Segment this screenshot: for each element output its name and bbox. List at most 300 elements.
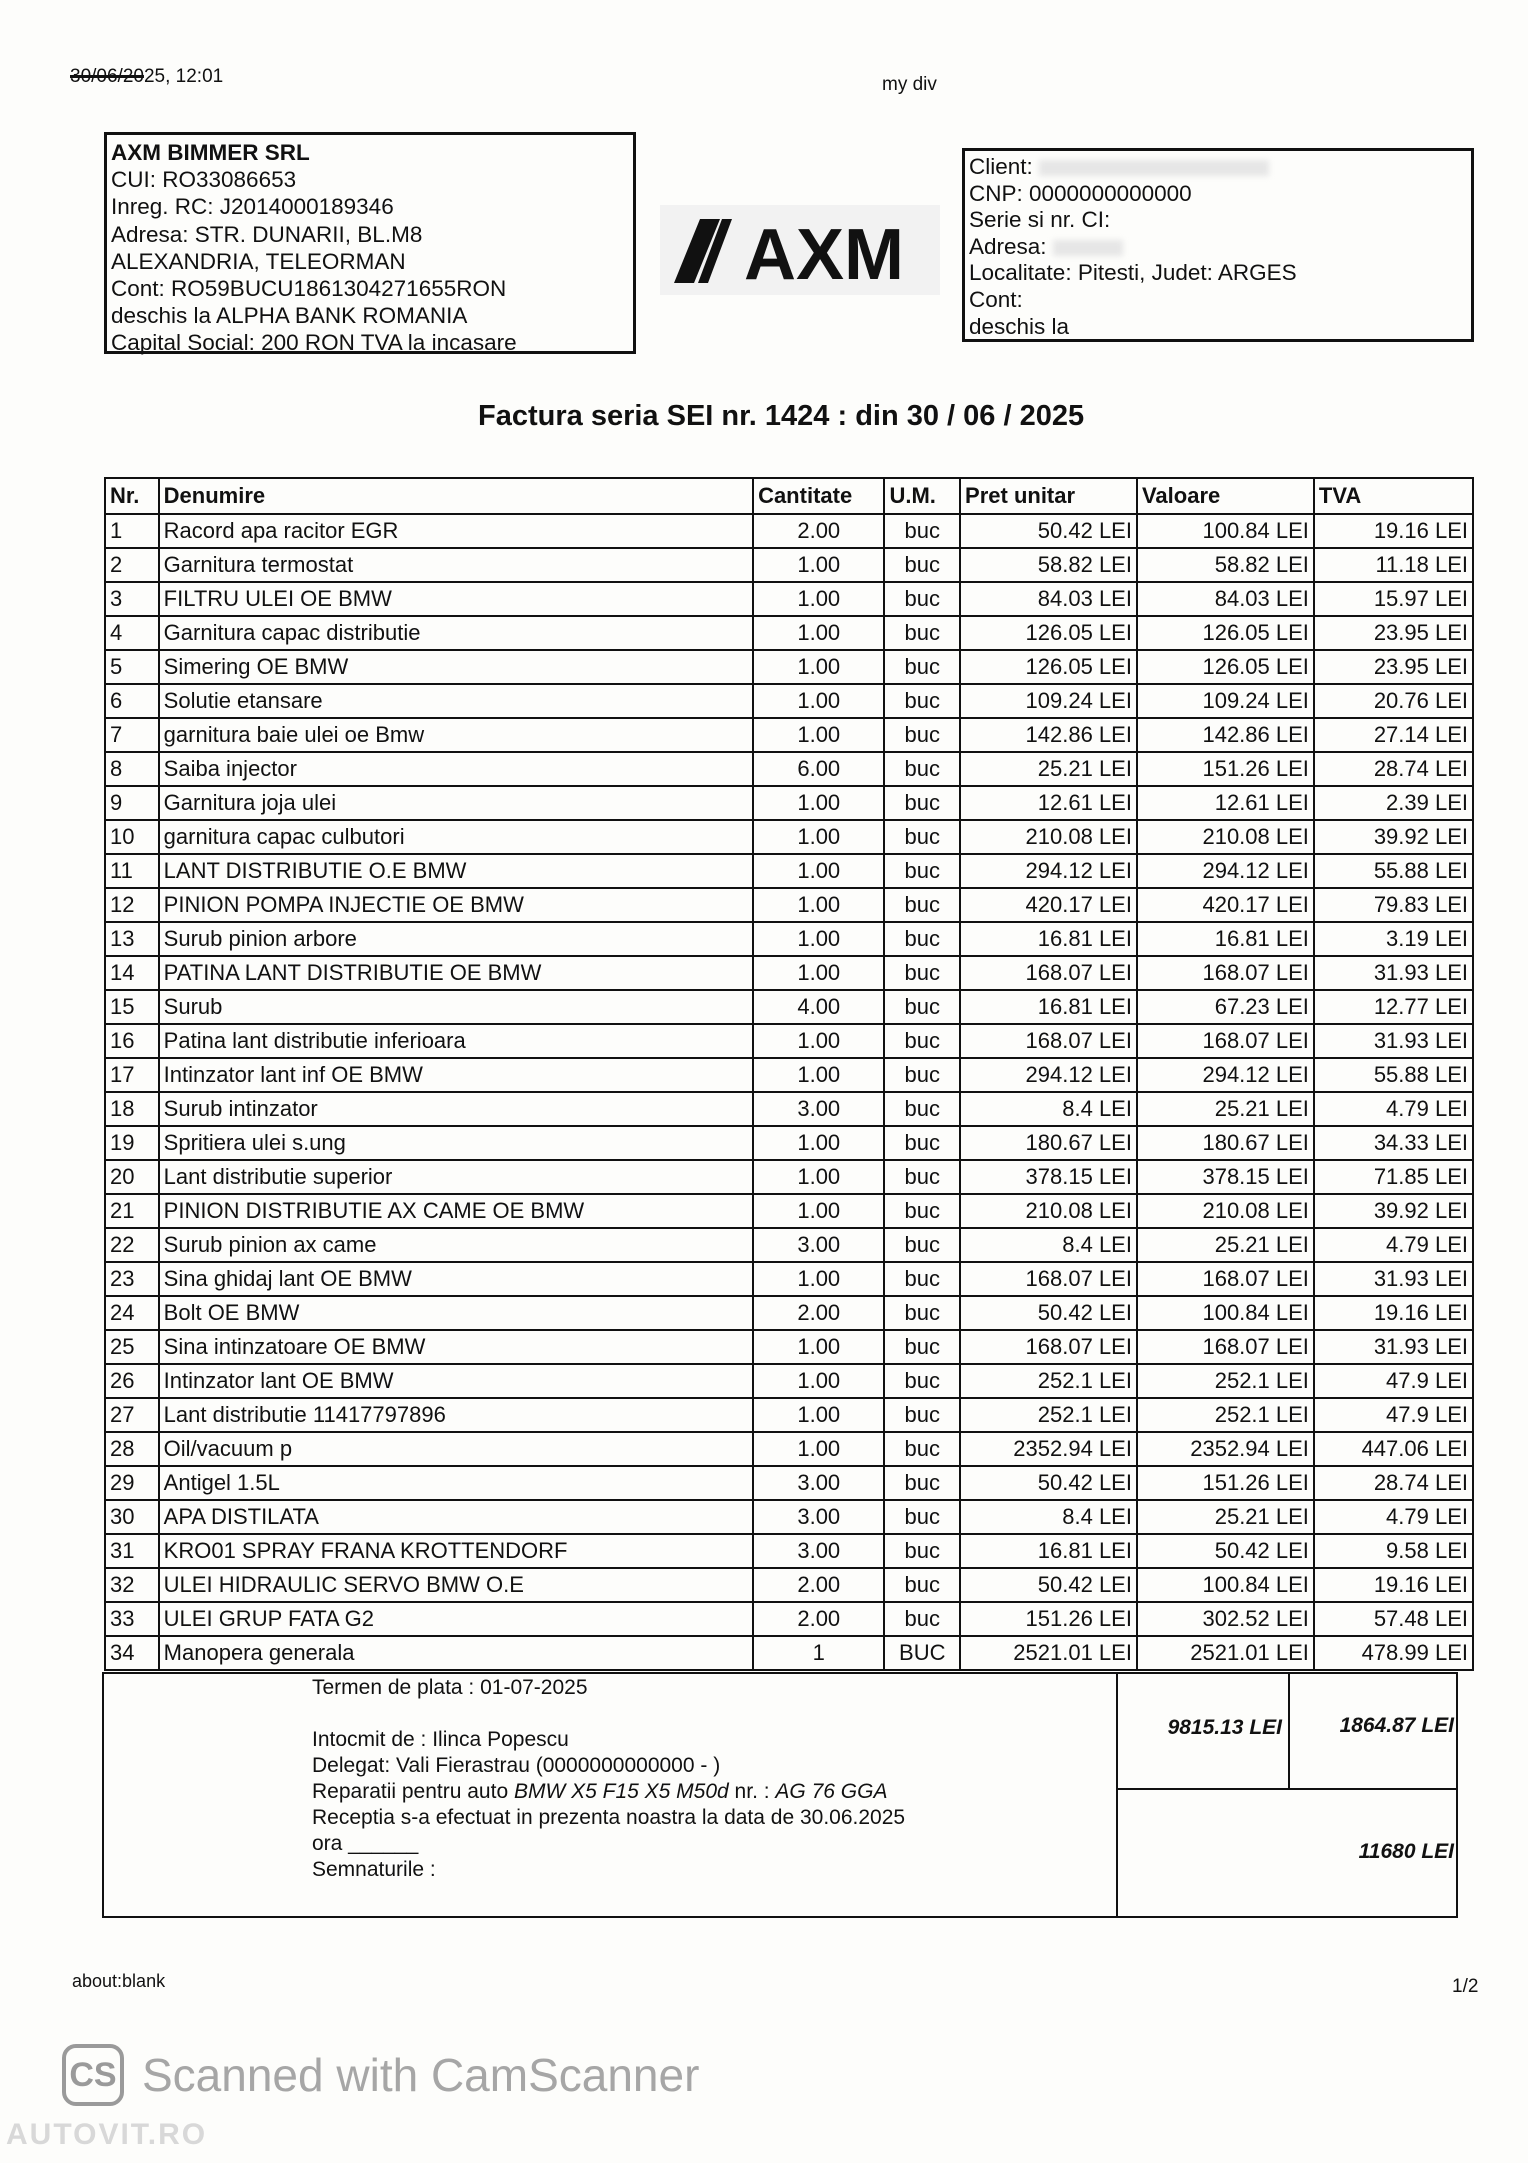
- table-row: [105, 854, 1473, 888]
- col-header-tva: TVA: [1314, 478, 1473, 514]
- cell-nr: 25: [105, 1330, 159, 1364]
- cell-nr: 8: [105, 752, 159, 786]
- cell-cantitate: 2.00: [753, 1568, 884, 1602]
- cell-tva: 34.33 LEI: [1314, 1126, 1473, 1160]
- table-row: [105, 684, 1473, 718]
- timestamp-struck: 30/06/20: [70, 66, 144, 87]
- cell-valoare: 109.24 LEI: [1137, 684, 1314, 718]
- cell-tva: 4.79 LEI: [1314, 1092, 1473, 1126]
- cell-nr: 30: [105, 1500, 159, 1534]
- cell-tva: 79.83 LEI: [1314, 888, 1473, 922]
- cell-denumire: Intinzator lant inf OE BMW: [159, 1058, 753, 1092]
- axm-logo-icon: [660, 205, 940, 295]
- table-row: [105, 548, 1473, 582]
- seller-capital: Capital Social: 200 RON TVA la incasare: [111, 330, 517, 356]
- table-row: [105, 752, 1473, 786]
- cell-pret-unitar: 25.21 LEI: [960, 752, 1137, 786]
- cell-denumire: Spritiera ulei s.ung: [159, 1126, 753, 1160]
- cell-valoare: 142.86 LEI: [1137, 718, 1314, 752]
- cell-tva: 47.9 LEI: [1314, 1364, 1473, 1398]
- table-row: [105, 616, 1473, 650]
- cell-tva: 47.9 LEI: [1314, 1398, 1473, 1432]
- cell-valoare: 25.21 LEI: [1137, 1500, 1314, 1534]
- cell-tva: 4.79 LEI: [1314, 1500, 1473, 1534]
- col-header-um: U.M.: [884, 478, 960, 514]
- cell-um: buc: [884, 1534, 960, 1568]
- cell-denumire: Simering OE BMW: [159, 650, 753, 684]
- cell-tva: 12.77 LEI: [1314, 990, 1473, 1024]
- invoice-items-table: [104, 477, 1474, 1671]
- cell-nr: 11: [105, 854, 159, 888]
- cell-tva: 15.97 LEI: [1314, 582, 1473, 616]
- cell-cantitate: 1.00: [753, 820, 884, 854]
- seller-bank: deschis la ALPHA BANK ROMANIA: [111, 303, 468, 329]
- table-row: [105, 1194, 1473, 1228]
- cell-denumire: Lant distributie 11417797896: [159, 1398, 753, 1432]
- redacted-mark: [1053, 240, 1123, 256]
- table-row: [105, 1398, 1473, 1432]
- cell-tva: 27.14 LEI: [1314, 718, 1473, 752]
- cell-um: buc: [884, 1092, 960, 1126]
- cell-pret-unitar: 168.07 LEI: [960, 1262, 1137, 1296]
- cell-um: buc: [884, 820, 960, 854]
- table-row: [105, 650, 1473, 684]
- cell-um: buc: [884, 956, 960, 990]
- seller-info-box: [104, 132, 636, 354]
- cell-valoare: 100.84 LEI: [1137, 514, 1314, 548]
- cell-denumire: Patina lant distributie inferioara: [159, 1024, 753, 1058]
- cell-um: BUC: [884, 1636, 960, 1670]
- cell-denumire: FILTRU ULEI OE BMW: [159, 582, 753, 616]
- signatures-label: Semnaturile :: [312, 1858, 436, 1881]
- cell-nr: 20: [105, 1160, 159, 1194]
- cell-pret-unitar: 168.07 LEI: [960, 956, 1137, 990]
- cell-pret-unitar: 126.05 LEI: [960, 650, 1137, 684]
- cell-denumire: Oil/vacuum p: [159, 1432, 753, 1466]
- cell-denumire: Surub pinion ax came: [159, 1228, 753, 1262]
- cell-nr: 7: [105, 718, 159, 752]
- client-ci: Serie si nr. CI:: [969, 207, 1111, 233]
- table-row: [105, 786, 1473, 820]
- cell-valoare: 168.07 LEI: [1137, 1024, 1314, 1058]
- cell-tva: 9.58 LEI: [1314, 1534, 1473, 1568]
- table-row: [105, 1466, 1473, 1500]
- cell-tva: 23.95 LEI: [1314, 650, 1473, 684]
- table-row: [105, 1024, 1473, 1058]
- header-label: my div: [882, 74, 937, 95]
- vehicle-plate: AG 76 GGA: [775, 1780, 888, 1803]
- cell-nr: 9: [105, 786, 159, 820]
- cell-tva: 31.93 LEI: [1314, 1024, 1473, 1058]
- table-header-row: [105, 478, 1473, 514]
- cell-cantitate: 3.00: [753, 1092, 884, 1126]
- cell-valoare: 420.17 LEI: [1137, 888, 1314, 922]
- print-timestamp: [70, 66, 223, 88]
- table-row: [105, 1228, 1473, 1262]
- cell-cantitate: 1.00: [753, 1432, 884, 1466]
- redacted-mark: [1039, 160, 1269, 176]
- cell-valoare: 294.12 LEI: [1137, 1058, 1314, 1092]
- cell-cantitate: 1.00: [753, 1262, 884, 1296]
- cell-valoare: 168.07 LEI: [1137, 1330, 1314, 1364]
- cell-nr: 34: [105, 1636, 159, 1670]
- cell-denumire: Surub: [159, 990, 753, 1024]
- cell-tva: 55.88 LEI: [1314, 854, 1473, 888]
- cell-tva: 31.93 LEI: [1314, 1262, 1473, 1296]
- cell-nr: 18: [105, 1092, 159, 1126]
- table-row: [105, 1058, 1473, 1092]
- cell-um: buc: [884, 854, 960, 888]
- cell-pret-unitar: 84.03 LEI: [960, 582, 1137, 616]
- cell-denumire: garnitura capac culbutori: [159, 820, 753, 854]
- cell-pret-unitar: 50.42 LEI: [960, 1296, 1137, 1330]
- cell-tva: 11.18 LEI: [1314, 548, 1473, 582]
- cell-denumire: Surub pinion arbore: [159, 922, 753, 956]
- client-cnp: CNP: 0000000000000: [969, 180, 1192, 206]
- client-info-box: [962, 148, 1474, 342]
- cell-valoare: 180.67 LEI: [1137, 1126, 1314, 1160]
- cell-tva: 2.39 LEI: [1314, 786, 1473, 820]
- cell-pret-unitar: 50.42 LEI: [960, 1466, 1137, 1500]
- cell-valoare: 302.52 LEI: [1137, 1602, 1314, 1636]
- cell-um: buc: [884, 1500, 960, 1534]
- cell-nr: 33: [105, 1602, 159, 1636]
- cell-um: buc: [884, 514, 960, 548]
- cell-tva: 31.93 LEI: [1314, 1330, 1473, 1364]
- cell-cantitate: 1.00: [753, 1058, 884, 1092]
- cell-pret-unitar: 126.05 LEI: [960, 616, 1137, 650]
- cell-tva: 57.48 LEI: [1314, 1602, 1473, 1636]
- cell-denumire: Solutie etansare: [159, 684, 753, 718]
- cell-tva: 19.16 LEI: [1314, 1568, 1473, 1602]
- cell-cantitate: 1.00: [753, 1160, 884, 1194]
- cell-cantitate: 1.00: [753, 582, 884, 616]
- table-row: [105, 956, 1473, 990]
- cell-nr: 5: [105, 650, 159, 684]
- cell-um: buc: [884, 718, 960, 752]
- cell-valoare: 84.03 LEI: [1137, 582, 1314, 616]
- cell-denumire: Surub intinzator: [159, 1092, 753, 1126]
- cell-nr: 17: [105, 1058, 159, 1092]
- col-header-denumire: Denumire: [159, 478, 753, 514]
- client-address: Adresa:: [969, 234, 1467, 261]
- company-logo: [660, 205, 940, 295]
- cell-cantitate: 3.00: [753, 1228, 884, 1262]
- cell-tva: 19.16 LEI: [1314, 1296, 1473, 1330]
- cell-valoare: 126.05 LEI: [1137, 616, 1314, 650]
- cell-denumire: garnitura baie ulei oe Bmw: [159, 718, 753, 752]
- cell-denumire: Racord apa racitor EGR: [159, 514, 753, 548]
- seller-city: ALEXANDRIA, TELEORMAN: [111, 248, 406, 274]
- cell-denumire: Garnitura capac distributie: [159, 616, 753, 650]
- cell-pret-unitar: 2521.01 LEI: [960, 1636, 1137, 1670]
- cell-valoare: 151.26 LEI: [1137, 752, 1314, 786]
- summary-divider: [1116, 1672, 1118, 1918]
- table-row: [105, 514, 1473, 548]
- cell-cantitate: 1.00: [753, 1024, 884, 1058]
- cell-cantitate: 1.00: [753, 684, 884, 718]
- issued-by: Intocmit de : Ilinca Popescu: [312, 1728, 569, 1751]
- cell-denumire: Garnitura joja ulei: [159, 786, 753, 820]
- cell-pret-unitar: 8.4 LEI: [960, 1092, 1137, 1126]
- cell-cantitate: 1: [753, 1636, 884, 1670]
- camscanner-icon: CS: [62, 2044, 124, 2106]
- seller-name: AXM BIMMER SRL: [111, 140, 310, 165]
- cell-nr: 2: [105, 548, 159, 582]
- table-row: [105, 1602, 1473, 1636]
- col-header-pret: Pret unitar: [960, 478, 1137, 514]
- page-number: 1/2: [1452, 1976, 1479, 1997]
- cell-nr: 6: [105, 684, 159, 718]
- cell-denumire: Antigel 1.5L: [159, 1466, 753, 1500]
- cell-um: buc: [884, 582, 960, 616]
- cell-valoare: 25.21 LEI: [1137, 1228, 1314, 1262]
- cell-pret-unitar: 58.82 LEI: [960, 548, 1137, 582]
- cell-nr: 29: [105, 1466, 159, 1500]
- client-name: Client:: [969, 154, 1467, 181]
- table-row: [105, 820, 1473, 854]
- cell-tva: 4.79 LEI: [1314, 1228, 1473, 1262]
- cell-valoare: 67.23 LEI: [1137, 990, 1314, 1024]
- invoice-title: Factura seria SEI nr. 1424 : din 30 / 06 / 2025: [478, 400, 1085, 432]
- cell-pret-unitar: 420.17 LEI: [960, 888, 1137, 922]
- cell-valoare: 210.08 LEI: [1137, 820, 1314, 854]
- cell-pret-unitar: 210.08 LEI: [960, 1194, 1137, 1228]
- client-account: Cont:: [969, 286, 1023, 312]
- cell-cantitate: 1.00: [753, 1398, 884, 1432]
- cell-tva: 71.85 LEI: [1314, 1160, 1473, 1194]
- cell-um: buc: [884, 650, 960, 684]
- scanner-watermark: [62, 2044, 699, 2106]
- payment-term: Termen de plata : 01-07-2025: [312, 1676, 588, 1699]
- cell-cantitate: 1.00: [753, 1364, 884, 1398]
- cell-cantitate: 1.00: [753, 1194, 884, 1228]
- reception-time: ora ______: [312, 1832, 419, 1855]
- cell-nr: 10: [105, 820, 159, 854]
- cell-um: buc: [884, 1262, 960, 1296]
- cell-um: buc: [884, 684, 960, 718]
- col-header-valoare: Valoare: [1137, 478, 1314, 514]
- cell-denumire: LANT DISTRIBUTIE O.E BMW: [159, 854, 753, 888]
- cell-tva: 23.95 LEI: [1314, 616, 1473, 650]
- cell-um: buc: [884, 1024, 960, 1058]
- cell-pret-unitar: 294.12 LEI: [960, 1058, 1137, 1092]
- cell-nr: 24: [105, 1296, 159, 1330]
- cell-cantitate: 1.00: [753, 956, 884, 990]
- cell-tva: 447.06 LEI: [1314, 1432, 1473, 1466]
- summary-divider: [1116, 1788, 1458, 1790]
- cell-denumire: ULEI GRUP FATA G2: [159, 1602, 753, 1636]
- cell-cantitate: 3.00: [753, 1500, 884, 1534]
- table-row: [105, 582, 1473, 616]
- cell-cantitate: 1.00: [753, 922, 884, 956]
- table-row: [105, 1262, 1473, 1296]
- cell-pret-unitar: 151.26 LEI: [960, 1602, 1137, 1636]
- cell-denumire: Sina intinzatoare OE BMW: [159, 1330, 753, 1364]
- cell-nr: 15: [105, 990, 159, 1024]
- table-row: [105, 888, 1473, 922]
- cell-nr: 16: [105, 1024, 159, 1058]
- cell-nr: 12: [105, 888, 159, 922]
- cell-nr: 26: [105, 1364, 159, 1398]
- table-row: [105, 1534, 1473, 1568]
- cell-tva: 28.74 LEI: [1314, 1466, 1473, 1500]
- cell-um: buc: [884, 1296, 960, 1330]
- table-row: [105, 990, 1473, 1024]
- cell-denumire: Intinzator lant OE BMW: [159, 1364, 753, 1398]
- cell-valoare: 58.82 LEI: [1137, 548, 1314, 582]
- delegate: Delegat: Vali Fierastrau (0000000000000 - ): [312, 1754, 721, 1777]
- cell-cantitate: 1.00: [753, 650, 884, 684]
- cell-nr: 32: [105, 1568, 159, 1602]
- reception-note: Receptia s-a efectuat in prezenta noastra la data de 30.06.2025: [312, 1806, 906, 1829]
- cell-pret-unitar: 168.07 LEI: [960, 1330, 1137, 1364]
- cell-valoare: 168.07 LEI: [1137, 1262, 1314, 1296]
- cell-cantitate: 1.00: [753, 616, 884, 650]
- cell-um: buc: [884, 616, 960, 650]
- cell-valoare: 25.21 LEI: [1137, 1092, 1314, 1126]
- cell-tva: 478.99 LEI: [1314, 1636, 1473, 1670]
- table-row: [105, 1330, 1473, 1364]
- cell-denumire: Lant distributie superior: [159, 1160, 753, 1194]
- cell-um: buc: [884, 1398, 960, 1432]
- cell-pret-unitar: 142.86 LEI: [960, 718, 1137, 752]
- vehicle-model: BMW X5 F15 X5 M50d: [513, 1780, 729, 1803]
- table-body: [105, 514, 1473, 1670]
- site-watermark: AUTOVIT.RO: [6, 2118, 208, 2151]
- table-row: [105, 1364, 1473, 1398]
- grand-total: 11680 LEI: [1358, 1840, 1454, 1863]
- table-row: [105, 1568, 1473, 1602]
- cell-pret-unitar: 50.42 LEI: [960, 514, 1137, 548]
- table-row: [105, 1092, 1473, 1126]
- cell-cantitate: 1.00: [753, 718, 884, 752]
- cell-pret-unitar: 16.81 LEI: [960, 990, 1137, 1024]
- cell-tva: 20.76 LEI: [1314, 684, 1473, 718]
- table-row: [105, 922, 1473, 956]
- cell-um: buc: [884, 922, 960, 956]
- cell-valoare: 378.15 LEI: [1137, 1160, 1314, 1194]
- client-bank: deschis la: [969, 313, 1070, 339]
- table-row: [105, 1432, 1473, 1466]
- cell-pret-unitar: 252.1 LEI: [960, 1364, 1137, 1398]
- table-row: [105, 1160, 1473, 1194]
- cell-pret-unitar: 378.15 LEI: [960, 1160, 1137, 1194]
- cell-valoare: 2352.94 LEI: [1137, 1432, 1314, 1466]
- cell-pret-unitar: 252.1 LEI: [960, 1398, 1137, 1432]
- col-header-cantitate: Cantitate: [753, 478, 884, 514]
- cell-denumire: KRO01 SPRAY FRANA KROTTENDORF: [159, 1534, 753, 1568]
- cell-cantitate: 1.00: [753, 854, 884, 888]
- table-row: [105, 1636, 1473, 1670]
- summary-divider: [1288, 1672, 1290, 1790]
- cell-tva: 39.92 LEI: [1314, 820, 1473, 854]
- client-locality: Localitate: Pitesti, Judet: ARGES: [969, 260, 1297, 286]
- scanner-text: Scanned with CamScanner: [142, 2049, 700, 2101]
- seller-account: Cont: RO59BUCU1861304271655RON: [111, 276, 507, 302]
- cell-valoare: 100.84 LEI: [1137, 1296, 1314, 1330]
- cell-tva: 55.88 LEI: [1314, 1058, 1473, 1092]
- cell-denumire: Bolt OE BMW: [159, 1296, 753, 1330]
- timestamp-rest: 25, 12:01: [143, 66, 224, 87]
- cell-pret-unitar: 180.67 LEI: [960, 1126, 1137, 1160]
- cell-denumire: APA DISTILATA: [159, 1500, 753, 1534]
- cell-nr: 4: [105, 616, 159, 650]
- cell-cantitate: 2.00: [753, 514, 884, 548]
- cell-cantitate: 2.00: [753, 1602, 884, 1636]
- cell-um: buc: [884, 1602, 960, 1636]
- cell-tva: 3.19 LEI: [1314, 922, 1473, 956]
- cell-valoare: 252.1 LEI: [1137, 1398, 1314, 1432]
- cell-valoare: 12.61 LEI: [1137, 786, 1314, 820]
- cell-denumire: Saiba injector: [159, 752, 753, 786]
- cell-pret-unitar: 2352.94 LEI: [960, 1432, 1137, 1466]
- cell-nr: 27: [105, 1398, 159, 1432]
- cell-pret-unitar: 8.4 LEI: [960, 1500, 1137, 1534]
- cell-cantitate: 1.00: [753, 1126, 884, 1160]
- cell-valoare: 50.42 LEI: [1137, 1534, 1314, 1568]
- cell-valoare: 2521.01 LEI: [1137, 1636, 1314, 1670]
- cell-valoare: 252.1 LEI: [1137, 1364, 1314, 1398]
- cell-nr: 28: [105, 1432, 159, 1466]
- cell-um: buc: [884, 1058, 960, 1092]
- cell-cantitate: 3.00: [753, 1534, 884, 1568]
- total-vat: 1864.87 LEI: [1339, 1714, 1454, 1737]
- cell-um: buc: [884, 548, 960, 582]
- repair-line: Reparatii pentru auto BMW X5 F15 X5 M50d nr. : AG 76 GGA: [312, 1780, 888, 1803]
- cell-um: buc: [884, 1228, 960, 1262]
- cell-um: buc: [884, 752, 960, 786]
- cell-um: buc: [884, 1364, 960, 1398]
- seller-reg: Inreg. RC: J2014000189346: [111, 194, 394, 220]
- cell-pret-unitar: 168.07 LEI: [960, 1024, 1137, 1058]
- cell-denumire: Garnitura termostat: [159, 548, 753, 582]
- table-row: [105, 1296, 1473, 1330]
- cell-um: buc: [884, 1194, 960, 1228]
- cell-um: buc: [884, 888, 960, 922]
- cell-pret-unitar: 8.4 LEI: [960, 1228, 1137, 1262]
- cell-nr: 14: [105, 956, 159, 990]
- cell-nr: 1: [105, 514, 159, 548]
- cell-um: buc: [884, 1466, 960, 1500]
- cell-um: buc: [884, 1568, 960, 1602]
- cell-nr: 31: [105, 1534, 159, 1568]
- cell-denumire: PATINA LANT DISTRIBUTIE OE BMW: [159, 956, 753, 990]
- cell-um: buc: [884, 1432, 960, 1466]
- col-header-nr: Nr.: [105, 478, 159, 514]
- cell-pret-unitar: 16.81 LEI: [960, 922, 1137, 956]
- cell-cantitate: 1.00: [753, 888, 884, 922]
- cell-um: buc: [884, 1330, 960, 1364]
- table-row: [105, 718, 1473, 752]
- cell-um: buc: [884, 1126, 960, 1160]
- cell-pret-unitar: 50.42 LEI: [960, 1568, 1137, 1602]
- page-url: about:blank: [72, 1971, 166, 1991]
- total-value: 9815.13 LEI: [1167, 1716, 1282, 1739]
- cell-um: buc: [884, 786, 960, 820]
- cell-cantitate: 4.00: [753, 990, 884, 1024]
- cell-cantitate: 1.00: [753, 786, 884, 820]
- cell-valoare: 100.84 LEI: [1137, 1568, 1314, 1602]
- seller-address: Adresa: STR. DUNARII, BL.M8: [111, 221, 423, 247]
- cell-denumire: ULEI HIDRAULIC SERVO BMW O.E: [159, 1568, 753, 1602]
- cell-um: buc: [884, 990, 960, 1024]
- cell-tva: 39.92 LEI: [1314, 1194, 1473, 1228]
- cell-cantitate: 2.00: [753, 1296, 884, 1330]
- cell-valoare: 151.26 LEI: [1137, 1466, 1314, 1500]
- cell-valoare: 126.05 LEI: [1137, 650, 1314, 684]
- cell-cantitate: 6.00: [753, 752, 884, 786]
